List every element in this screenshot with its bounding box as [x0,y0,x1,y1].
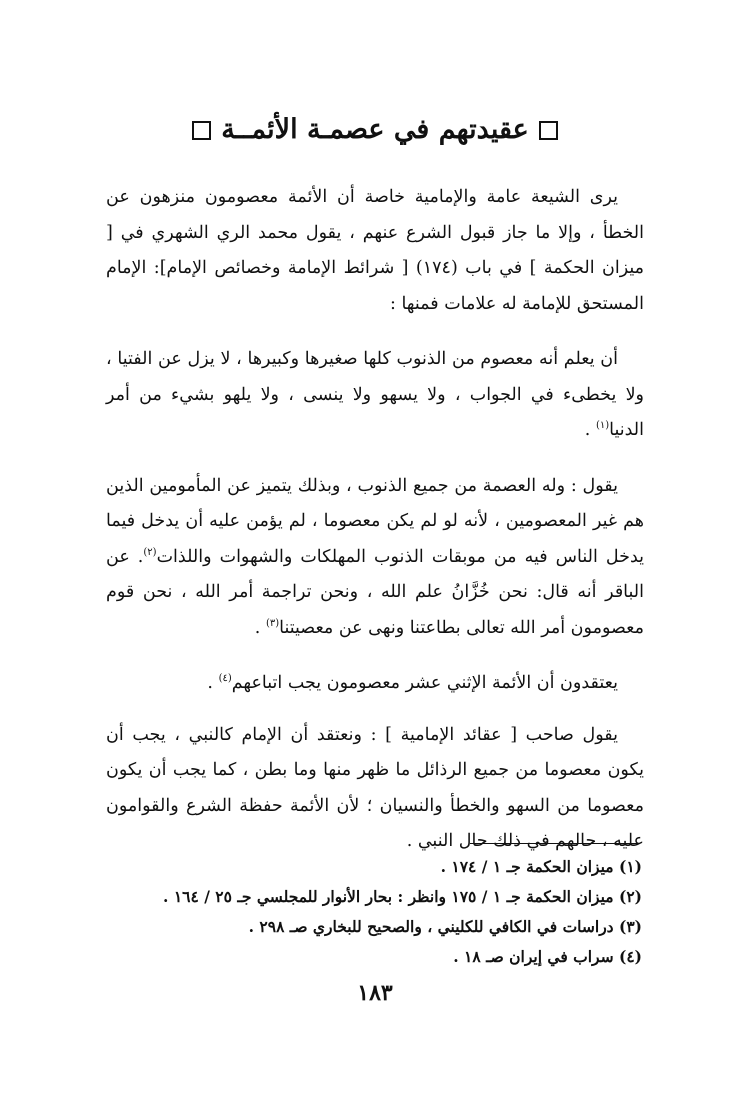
paragraph [106,342,644,449]
paragraph-text: يقول صاحب [ عقائد الإمامية ] : ونعتقد أن الإمام كالنبي ، يجب أن يكون معصوما من جميع الرذائل ما ظهر منها وما بطن ، كما يجب أن يكون معصوما من السهو والخطأ والنسيان ؛ لأن الأئمة حفظة الشرع والقوامون عليه ، حالهم في ذلك حال النبي . [106,724,644,851]
square-bullet-icon [539,121,558,140]
footnote-reference: (٤) [218,673,232,685]
paragraph-text: يعتقدون أن الأئمة الإثني عشر معصومون يجب اتباعهم [231,673,618,693]
footnote-item: (١) ميزان الحكمة جـ ١ / ١٧٤ . [440,857,642,876]
footnote-divider [470,843,640,844]
footnote-reference: (٢) [143,546,157,558]
paragraph-text: يقول : وله العصمة من جميع الذنوب ، وبذلك يتميز عن المأمومين الذين هم غير المعصومين ، لأنه لو لم يكن معصوما ، لم يؤمن عليه أن يدخل فيما يدخل الناس فيه من موبقات الذنوب المهلكات والشهوات واللذات [106,475,645,567]
paragraph-text: يرى الشيعة عامة والإمامية خاصة أن الأئمة معصومون منزهون عن الخطأ ، وإلا ما جاز قبول الشرع عنهم ، يقول محمد الري الشهري في [ ميزان الحكمة ] في باب (١٧٤) [ شرائط الإمامة وخصائص الإمام]: الإمام المستحق للإمامة له علامات فمنها : [106,187,645,314]
footnote-item: (٣) دراسات في الكافي للكليني ، والصحيح للبخاري صـ ٢٩٨ . [248,917,642,936]
footnote-item: (٢) ميزان الحكمة جـ ١ / ١٧٥ وانظر : بحار الأنوار للمجلسي جـ ٢٥ / ١٦٤ . [163,887,642,906]
paragraph-text: . عن الباقر أنه قال: نحن خُزَّانُ علم الله ، ونحن تراجمة أمر الله ، نحن قوم معصومون أمر الله تعالى بطاعتنا ونهى عن معصيتنا [106,546,644,638]
footnote-reference: (٣) [265,617,280,629]
section-title [0,108,750,152]
paragraph [106,718,644,860]
paragraph [106,469,644,647]
paragraph-text: . [254,617,266,638]
paragraph [106,180,644,322]
paragraph-text: أن يعلم أنه معصوم من الذنوب كلها صغيرها وكبيرها ، لا يزل عن الفتيا ، ولا يخطىء في الجواب ، ولا يسهو ولا ينسى ، ولا يلهو بشيء من أمر الدنيا [106,349,644,440]
square-bullet-icon [192,121,211,140]
body-text [106,180,644,880]
section-title-text: عقيدتهم في عصمـة الأئمــة [221,114,529,145]
paragraph-text: . [207,673,219,693]
paragraph-text: . [584,420,596,440]
footnotes [100,852,642,972]
paragraph [106,666,644,702]
footnote-item: (٤) سراب في إيران صـ ١٨ . [453,947,642,966]
footnote-reference: (١) [595,420,610,432]
page-number: ١٨٣ [357,980,393,1006]
